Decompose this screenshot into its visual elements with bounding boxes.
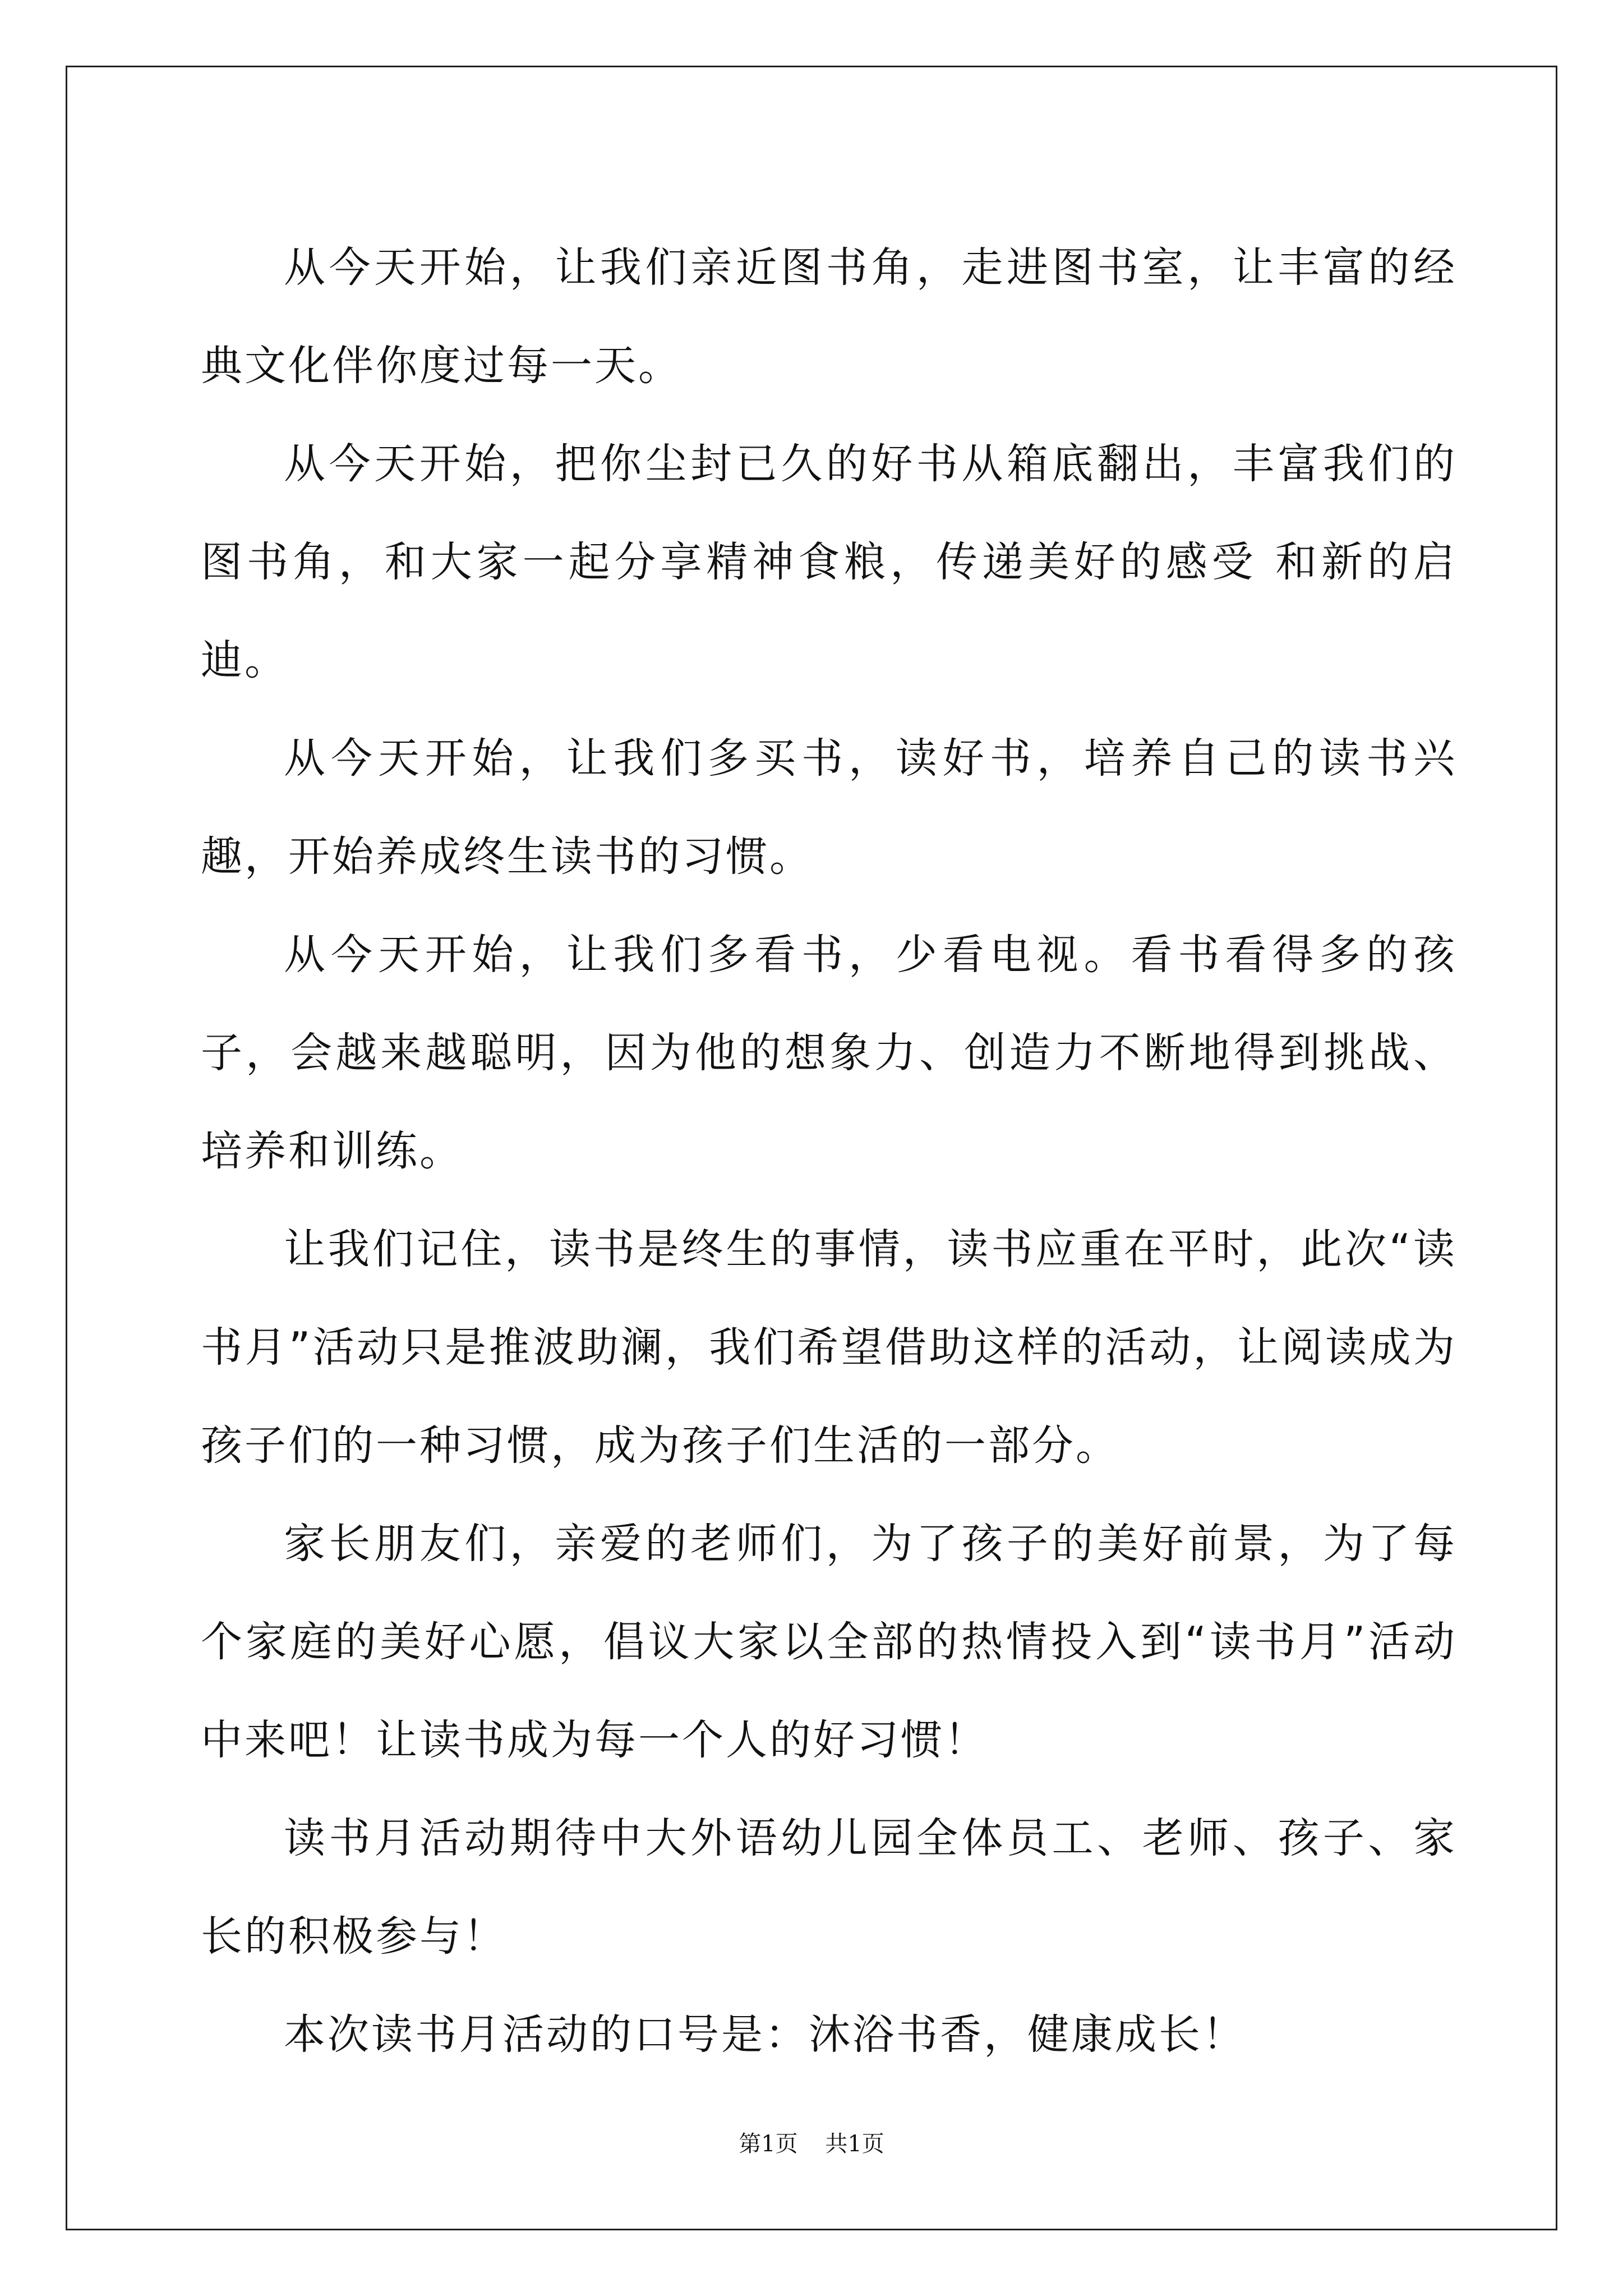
paragraph-6: 家长朋友们，亲爱的老师们，为了孩子的美好前景，为了每个家庭的美好心愿，倡议大家以全部的热情投入到“读书月”活动中来吧！让读书成为每一个人的好习惯！: [201, 1520, 1457, 1764]
paragraph-5: 让我们记住，读书是终生的事情，读书应重在平时，此次“读书月”活动只是推波助澜，我们希望借助这样的活动，让阅读成为孩子们的一种习惯，成为孩子们生活的一部分。: [201, 1225, 1457, 1470]
paragraph-2: 从今天开始，把你尘封已久的好书从箱底翻出，丰富我们的图书角，和大家一起分享精神食粮，传递美好的感受 和新的启迪。: [201, 440, 1457, 684]
page-number-total: 共1页: [825, 2131, 884, 2157]
paragraph-4: 从今天开始，让我们多看书，少看电视。看书看得多的孩子，会越来越聪明，因为他的想象力、创造力不断地得到挑战、培养和训练。: [201, 931, 1457, 1175]
paragraph-3: 从今天开始，让我们多买书，读好书，培养自己的读书兴趣，开始养成终生读书的习惯。: [201, 734, 1457, 881]
page-number-current: 第1页: [739, 2131, 798, 2157]
document-body: [201, 219, 1457, 2084]
paragraph-7: 读书月活动期待中大外语幼儿园全体员工、老师、孩子、家长的积极参与！: [201, 1814, 1457, 1961]
paragraph-8: 本次读书月活动的口号是：沐浴书香，健康成长！: [284, 2010, 1246, 2059]
page-footer: [0, 2126, 1623, 2158]
paragraph-1: 从今天开始，让我们亲近图书角，走进图书室，让丰富的经典文化伴你度过每一天。: [201, 243, 1457, 390]
